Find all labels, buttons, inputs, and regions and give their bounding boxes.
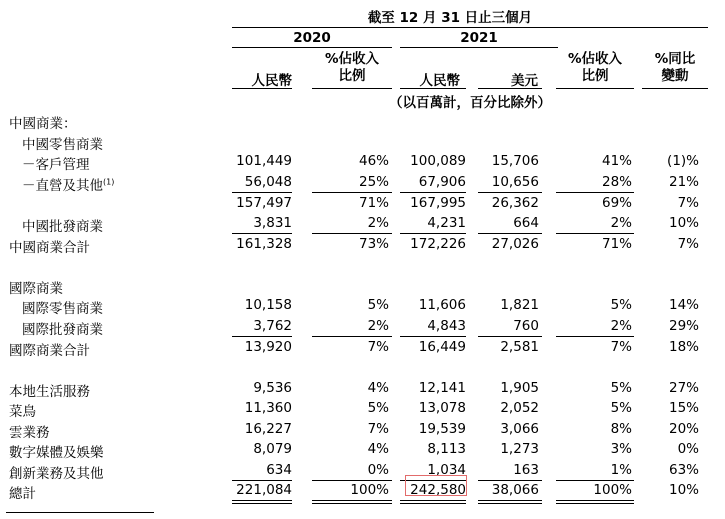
row-label-text: 中國零售商業 [22, 137, 103, 153]
row-label [9, 112, 77, 132]
table-cell: 1,034 [427, 462, 466, 478]
row-label-text: 菜鳥 [9, 404, 36, 420]
table-cell: 4,843 [427, 318, 466, 334]
row-label [9, 380, 90, 400]
table-cell: 13,078 [418, 400, 466, 416]
row-label [22, 318, 103, 338]
table-cell: 163 [513, 462, 539, 478]
row-label-text: 國際零售商業 [22, 301, 103, 317]
row-label [9, 236, 90, 256]
table-cell: 7% [367, 421, 389, 437]
col-usd-2021: 美元 [511, 73, 538, 89]
table-cell: 2% [610, 318, 632, 334]
row-label-text: 中國商業： [9, 116, 77, 132]
table-cell: 5% [367, 400, 389, 416]
row-label-text: 雲業務 [9, 425, 50, 441]
col-pct-2020: %佔收入 比例 [324, 51, 380, 84]
row-label-text: －直營及其他 [22, 178, 103, 194]
table-cell: 71% [358, 195, 389, 211]
table-cell: 5% [610, 400, 632, 416]
table-cell: 26,362 [491, 195, 539, 211]
year-2021-rule [400, 47, 558, 48]
table-cell: 29% [668, 318, 699, 334]
subtotal-rule [232, 233, 292, 234]
table-cell: 38,066 [491, 482, 539, 498]
row-label-text: 數字媒體及娛樂 [9, 445, 104, 461]
table-cell: 2% [610, 215, 632, 231]
highlighted-total-cell [405, 475, 467, 496]
subtotal-rule [556, 480, 634, 481]
table-cell: (1)% [667, 153, 699, 169]
table-cell: 8,079 [253, 441, 292, 457]
total-double-rule [556, 503, 634, 504]
subtotal-rule [312, 336, 392, 337]
table-cell: 100% [593, 482, 632, 498]
table-cell: 10% [668, 215, 699, 231]
table-cell: 10,656 [491, 174, 539, 190]
table-cell: 2,052 [500, 400, 539, 416]
row-label-text: －客戶管理 [22, 157, 90, 173]
subtotal-rule [478, 480, 542, 481]
year-2021-header: 2021 [460, 30, 498, 46]
table-cell: 7% [610, 339, 632, 355]
subtotal-rule [400, 192, 466, 193]
row-label-text: 中國批發商業 [22, 219, 103, 235]
subtotal-rule [400, 336, 466, 337]
row-label [9, 277, 63, 297]
table-cell: 18% [668, 339, 699, 355]
row-label [22, 174, 114, 194]
table-cell: 8% [610, 421, 632, 437]
table-cell: 11,606 [418, 297, 466, 313]
row-label [9, 462, 104, 482]
table-cell: 16,449 [418, 339, 466, 355]
table-cell: 10% [668, 482, 699, 498]
col-pct-2021: %佔收入 比例 [567, 51, 623, 84]
row-label-text: 國際批發商業 [22, 322, 103, 338]
total-double-rule [232, 500, 292, 501]
subtotal-rule [478, 336, 542, 337]
col-rule-1 [232, 88, 292, 89]
year-2020-rule [232, 47, 392, 48]
table-cell: 73% [358, 236, 389, 252]
total-double-rule [556, 500, 634, 501]
table-cell: 0% [367, 462, 389, 478]
row-label [9, 482, 36, 502]
table-cell: 7% [677, 236, 699, 252]
table-cell: 15% [668, 400, 699, 416]
table-cell: 242,580 [410, 482, 466, 498]
table-cell: 100% [350, 482, 389, 498]
row-label [22, 133, 103, 153]
row-label [9, 339, 90, 359]
table-cell: 1,821 [500, 297, 539, 313]
table-cell: 1,273 [500, 441, 539, 457]
subtotal-rule [556, 192, 634, 193]
row-label [9, 400, 36, 420]
table-cell: 9,536 [253, 380, 292, 396]
table-cell: 3,831 [253, 215, 292, 231]
table-cell: 8,113 [427, 441, 466, 457]
period-header: 截至 12 月 31 日止三個月 [367, 10, 533, 26]
subtotal-rule [312, 480, 392, 481]
total-double-rule [312, 503, 392, 504]
table-cell: 3,066 [500, 421, 539, 437]
subtotal-rule [400, 233, 466, 234]
col-yoy: %同比 變動 [654, 51, 696, 84]
table-cell: 4% [367, 441, 389, 457]
table-cell: 664 [513, 215, 539, 231]
table-cell: 27% [668, 380, 699, 396]
col-rule-3 [400, 88, 466, 89]
row-label-text: 創新業務及其他 [9, 466, 104, 482]
row-label-text: 中國商業合計 [9, 240, 90, 256]
table-cell: 5% [610, 380, 632, 396]
table-cell: 41% [601, 153, 632, 169]
row-label [22, 153, 90, 173]
table-cell: 760 [513, 318, 539, 334]
total-double-rule [400, 500, 466, 501]
table-cell: 10,158 [244, 297, 292, 313]
table-cell: 16,227 [244, 421, 292, 437]
table-cell: 21% [668, 174, 699, 190]
table-cell: 71% [601, 236, 632, 252]
row-label [9, 421, 50, 441]
table-cell: 2% [367, 215, 389, 231]
table-cell: 19,539 [418, 421, 466, 437]
subtotal-rule [556, 233, 634, 234]
table-cell: 4,231 [427, 215, 466, 231]
table-cell: 5% [610, 297, 632, 313]
table-cell: 25% [358, 174, 389, 190]
table-cell: 15,706 [491, 153, 539, 169]
col-rule-4 [478, 88, 542, 89]
subtotal-rule [312, 233, 392, 234]
table-cell: 101,449 [236, 153, 292, 169]
table-cell: 3,762 [253, 318, 292, 334]
table-cell: 0% [677, 441, 699, 457]
row-label-text: 國際商業合計 [9, 343, 90, 359]
row-label-text: 總計 [9, 486, 36, 502]
table-cell: 20% [668, 421, 699, 437]
table-cell: 12,141 [418, 380, 466, 396]
row-label-text: 本地生活服務 [9, 384, 90, 400]
table-cell: 5% [367, 297, 389, 313]
table-cell: 7% [367, 339, 389, 355]
table-cell: 27,026 [491, 236, 539, 252]
subtotal-rule [232, 480, 292, 481]
total-double-rule [312, 500, 392, 501]
footnote-marker: (1) [103, 177, 115, 187]
subtotal-rule [478, 233, 542, 234]
subtotal-rule [556, 336, 634, 337]
table-cell: 11,360 [244, 400, 292, 416]
row-label [22, 297, 103, 317]
table-cell: 14% [668, 297, 699, 313]
col-rmb-2020: 人民幣 [251, 73, 292, 89]
subtotal-rule [478, 192, 542, 193]
row-label-text: 國際商業 [9, 281, 63, 297]
total-double-rule [478, 503, 542, 504]
table-cell: 1% [610, 462, 632, 478]
table-cell: 69% [601, 195, 632, 211]
total-double-rule [478, 500, 542, 501]
table-cell: 1,905 [500, 380, 539, 396]
subtotal-rule [232, 192, 292, 193]
row-label [22, 215, 103, 235]
header-rule-top [232, 27, 708, 28]
year-2020-header: 2020 [293, 30, 331, 46]
table-cell: 2,581 [500, 339, 539, 355]
row-label [9, 441, 104, 461]
table-cell: 28% [601, 174, 632, 190]
total-double-rule [232, 503, 292, 504]
footnote-rule [6, 512, 154, 513]
table-cell: 167,995 [410, 195, 466, 211]
subtotal-rule [232, 336, 292, 337]
units-note: （以百萬計，百分比除外） [389, 95, 551, 111]
table-cell: 56,048 [244, 174, 292, 190]
col-rule-2 [312, 88, 392, 89]
table-cell: 221,084 [236, 482, 292, 498]
table-cell: 67,906 [418, 174, 466, 190]
total-double-rule [400, 503, 466, 504]
table-cell: 3% [610, 441, 632, 457]
table-cell: 157,497 [236, 195, 292, 211]
table-cell: 7% [677, 195, 699, 211]
col-rmb-2021: 人民幣 [419, 73, 460, 89]
table-cell: 634 [266, 462, 292, 478]
table-cell: 46% [358, 153, 389, 169]
table-cell: 4% [367, 380, 389, 396]
table-cell: 100,089 [410, 153, 466, 169]
table-cell: 172,226 [410, 236, 466, 252]
table-cell: 2% [367, 318, 389, 334]
table-cell: 63% [668, 462, 699, 478]
table-cell: 13,920 [244, 339, 292, 355]
col-rule-6 [642, 88, 708, 89]
table-cell: 161,328 [236, 236, 292, 252]
subtotal-rule [312, 192, 392, 193]
col-rule-5 [556, 88, 634, 89]
